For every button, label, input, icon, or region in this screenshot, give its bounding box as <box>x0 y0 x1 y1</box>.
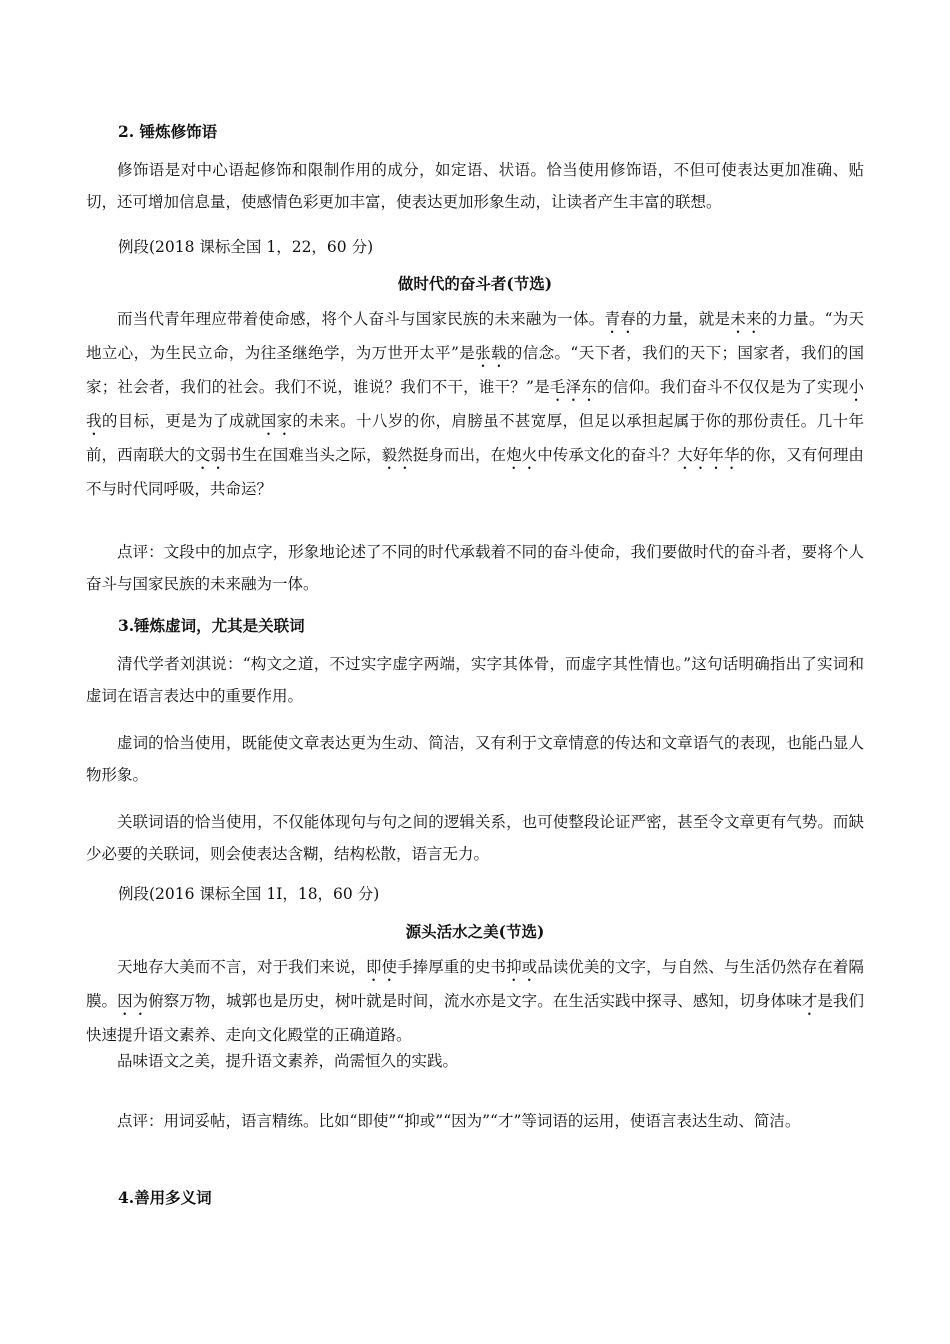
text-run: 天地存大美而不言，对于我们来说， <box>117 958 366 976</box>
section-3-paragraph-2: 虚词的恰当使用，既能使文章表达更为生动、简洁，又有利于文章情意的传达和文章语气的表现，也能凸显人物形象。 <box>86 734 864 784</box>
emphasis-phrase: 小我 <box>86 378 864 430</box>
emphasis-phrase: 抑或 <box>506 958 538 976</box>
example-2-label: 例段(2016 课标全国 1I，18，60 分) <box>118 885 380 903</box>
emphasis-phrase: 青春 <box>604 310 636 328</box>
example-1-label: 例段(2018 课标全国 1，22，60 分) <box>118 238 374 256</box>
text-run: 中传承文化的奋斗？ <box>537 446 678 464</box>
emphasis-phrase: 文弱 <box>194 446 227 464</box>
text-run: 品读优美的文字，与自然、与生活仍然存在着隔膜。 <box>86 958 864 1010</box>
example-2-comment: 点评：用词妥帖，语言精练。比如“即使”“抑或”“因为”“才”等词语的运用，使语言表达生动、简洁。 <box>117 1112 801 1130</box>
text-run: 俯察万物，城郭也是历史，树叶就是时间，流水亦是文字。在生活实践中探寻、感知，切身体味 <box>148 992 802 1010</box>
example-1-text <box>86 303 864 505</box>
emphasis-phrase: 大好年华 <box>677 446 740 464</box>
emphasis-phrase: 国家 <box>260 412 293 430</box>
example-1-comment: 点评：文段中的加点字，形象地论述了不同的时代承载着不同的奋斗使命，我们要做时代的奋斗者，要将个人奋斗与国家民族的未来融为一体。 <box>86 543 864 593</box>
text-run: 的你，又有何理由不与时代同呼吸，共命运？ <box>86 446 864 498</box>
section-3-paragraph-1: 清代学者刘淇说：“构文之道，不过实字虚字两端，实字其体骨，而虚字其性情也。”这句话明确指出了实词和虚词在语言表达中的重要作用。 <box>86 655 864 705</box>
example-2-text-2: 品味语文之美，提升语文素养，尚需恒久的实践。 <box>117 1052 459 1070</box>
text-run: 的力量。“为天地立心，为生民立命，为往圣继绝学，为万世开太平”是 <box>86 310 864 362</box>
text-run: 而当代青年理应带着使命感，将个人奋斗与国家民族的未来融为一体。 <box>117 310 605 328</box>
text-run: 手捧厚重的史书 <box>397 958 507 976</box>
text-run: 的未来。十八岁的你，肩膀虽不甚宽厚，但足以承担起属于你的那份责任。几十年前，西南联大的 <box>86 412 864 464</box>
section-3-heading: 3.锤炼虚词，尤其是关联词 <box>118 616 305 635</box>
emphasis-phrase: 因为 <box>117 992 149 1010</box>
text-run: 的力量，就是 <box>635 310 731 328</box>
emphasis-phrase: 炮火 <box>506 446 538 464</box>
emphasis-phrase: 未来 <box>730 310 762 328</box>
example-2-text <box>86 951 864 1051</box>
section-2-paragraph: 修饰语是对中心语起修饰和限制作用的成分，如定语、状语。恰当使用修饰语，不但可使表达更加准确、贴切，还可增加信息量，使感情色彩更加丰富，使表达更加形象生动，让读者产生丰富的联想。 <box>86 161 864 211</box>
text-run: 挺身而出，在 <box>412 446 507 464</box>
example-2-title: 源头活水之美(节选) <box>405 922 545 941</box>
section-3-paragraph-3: 关联词语的恰当使用，不仅能体现句与句之间的逻辑关系，也可使整段论证严密，甚至令文章更有气势。而缺少必要的关联词，则会使表达含糊，结构松散，语言无力。 <box>86 813 864 863</box>
emphasis-phrase: 毛泽东 <box>549 378 598 396</box>
section-2-heading: 2. 锤炼修饰语 <box>118 122 218 141</box>
text-run: 的信念。“天下者，我们的天下；国家者，我们的国家；社会者，我们的社会。我们不说，谁说？我们不干，谁干？”是 <box>86 344 864 396</box>
example-1-title: 做时代的奋斗者(节选) <box>397 274 553 293</box>
text-run: 的目标，更是为了成就 <box>101 412 261 430</box>
text-run: 的信仰。我们奋斗不仅仅是为了实现 <box>597 378 849 396</box>
section-4-heading: 4.善用多义词 <box>118 1188 212 1207</box>
emphasis-phrase: 即使 <box>366 958 398 976</box>
emphasis-phrase: 毅然 <box>381 446 413 464</box>
emphasis-phrase: 张载 <box>475 344 507 362</box>
emphasis-phrase: 才 <box>801 992 818 1010</box>
text-run: 是我们快速提升语文素养、走向文化殿堂的正确道路。 <box>86 992 864 1044</box>
text-run: 书生在国难当头之际， <box>226 446 382 464</box>
